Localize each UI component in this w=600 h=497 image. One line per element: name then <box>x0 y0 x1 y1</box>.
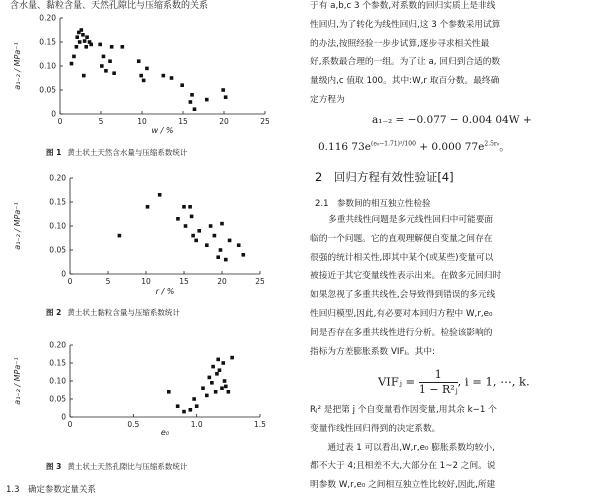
data-point <box>221 361 225 365</box>
x-tick-label: 20 <box>217 277 227 286</box>
vif-lhs: VIFⱼ = <box>378 374 416 389</box>
y-tick-label: 0.20 <box>49 173 66 183</box>
text-line: 间是否存在多重共线性进行分析。检验该影响的 <box>310 327 493 338</box>
data-point <box>223 379 227 383</box>
figure-1-label: 图 1 <box>46 148 62 157</box>
data-point <box>190 215 194 219</box>
data-point <box>184 224 188 228</box>
y-tick-label: 0.05 <box>49 394 66 404</box>
data-point <box>110 45 114 49</box>
y-tick-label: 0.15 <box>49 197 66 207</box>
x-axis-label: r / % <box>155 287 175 296</box>
text-line: 变量作线性回归得到的决定系数。 <box>310 423 441 434</box>
data-point <box>214 390 218 394</box>
data-point <box>72 55 76 59</box>
x-axis-label: w / % <box>151 126 174 135</box>
text-line: 好,系数最合理的一组。为了让 a, 回归到合适的数 <box>310 57 501 68</box>
data-point <box>170 76 174 80</box>
text-line: 通过表 1 可以看出,W,r,e₀ 膨胀系数均较小, <box>310 442 495 453</box>
data-point <box>189 100 193 104</box>
data-point <box>219 248 223 252</box>
section-heading-1-3: 1.3 确定参数定量关系 <box>6 485 97 495</box>
regression-equation-line-1: a₁₋₂ = −0.077 − 0.004 04W + <box>372 114 532 126</box>
equation-end: 。 <box>499 141 510 153</box>
x-tick-label: 15 <box>178 117 188 126</box>
text-line: 指标为方差膨胀系数 VIFⱼ。其中: <box>310 346 435 357</box>
section-heading-2: 2 回归方程有效性验证[4] <box>315 170 454 184</box>
y-tick-label: 0.15 <box>49 358 66 368</box>
data-point <box>221 88 225 92</box>
text-line: 多重共线性问题是多元线性回归中可能要面 <box>328 215 494 225</box>
y-axis-label: a₁₋₂ / MPa⁻¹ <box>13 42 22 90</box>
data-point <box>70 62 74 66</box>
y-axis-label: a₁₋₂ / MPa⁻¹ <box>13 202 22 250</box>
data-point <box>112 71 116 75</box>
y-tick-label: 0.20 <box>49 340 66 350</box>
data-point <box>213 234 217 238</box>
data-point <box>220 386 224 390</box>
y-tick-label: 0.10 <box>49 221 66 231</box>
y-tick-label: 0.10 <box>39 61 56 71</box>
data-point <box>167 390 171 394</box>
y-tick-label: 0.15 <box>39 37 56 47</box>
data-point <box>104 69 108 73</box>
data-point <box>194 239 198 243</box>
data-point <box>201 386 205 390</box>
text-line: 临的一个问题。它的直观理解便自变量之间存在 <box>310 233 493 244</box>
figure-1-chart <box>8 12 278 140</box>
data-point <box>145 67 149 71</box>
text-line: 被接近于其它变量线性表示出来。在做多元回归时 <box>310 271 502 282</box>
data-point <box>83 39 87 43</box>
figure-3-label: 图 3 <box>46 462 62 471</box>
data-point <box>146 205 150 209</box>
data-point <box>180 83 184 87</box>
x-tick-label: 20 <box>219 117 229 126</box>
y-tick-label: 0.10 <box>49 376 66 386</box>
x-tick-label: 15 <box>179 277 189 286</box>
y-tick-label: 0 <box>61 269 66 279</box>
text-line: 定方程为 <box>310 94 345 105</box>
figure-2-chart <box>8 170 278 302</box>
x-tick-label: 0.5 <box>127 420 140 429</box>
equation-exponent-1: (e₀−1.71)² <box>370 140 403 148</box>
figure-2-caption <box>46 307 180 318</box>
x-tick-label: 5 <box>105 277 111 286</box>
data-point <box>182 410 186 414</box>
y-tick-label: 0.05 <box>49 245 66 255</box>
data-point <box>118 234 122 238</box>
data-point <box>78 40 82 44</box>
data-point <box>102 55 106 59</box>
data-point <box>80 28 84 32</box>
data-point <box>188 205 192 209</box>
x-axis-label: e₀ <box>160 428 170 437</box>
data-point <box>224 258 228 262</box>
figure-3-caption-text: 黄土状土天然孔隙比与压缩系数统计 <box>67 462 188 471</box>
x-tick-label: 1.5 <box>254 420 266 429</box>
equation-term-2: + 0.000 77e <box>419 141 485 153</box>
data-point <box>216 358 220 362</box>
text-line: 明参数 W,r,e₀ 之间相互独立性比较好,因此,所建 <box>310 480 496 491</box>
text-line: 性回归模型,因此,有必要对本回归方程中 W,r,e₀ <box>310 308 493 319</box>
y-axis-label: a₁₋₂ / MPa⁻¹ <box>13 357 22 405</box>
data-point <box>158 193 162 197</box>
data-point <box>230 356 234 360</box>
data-point <box>208 376 212 380</box>
data-point <box>193 107 197 111</box>
data-point <box>162 74 166 78</box>
data-point <box>218 368 222 372</box>
data-point <box>220 222 224 226</box>
data-point <box>176 217 180 221</box>
data-point <box>228 239 232 243</box>
x-tick-label: 1.0 <box>190 420 203 429</box>
data-point <box>189 408 193 412</box>
x-tick-label: 10 <box>137 117 147 126</box>
data-point <box>210 381 214 385</box>
paragraph-multicollinearity <box>310 211 501 361</box>
equation-term-1: 0.116 73e <box>318 141 371 153</box>
data-point <box>85 35 89 39</box>
data-point <box>100 64 104 68</box>
y-tick-label: 0.05 <box>39 85 56 95</box>
x-tick-label: 0 <box>67 277 73 286</box>
data-point <box>224 95 228 99</box>
figure-1-caption-text: 黄土状土天然含水量与压缩系数统计 <box>67 148 188 157</box>
text-line: 如果忽视了多重共线性,会导致得到错误的多元线 <box>310 290 496 301</box>
y-tick-label: 0 <box>61 412 66 422</box>
vif-denominator: 1 − R²ⱼ <box>418 383 458 396</box>
data-point <box>209 224 213 228</box>
x-tick-label: 0 <box>67 420 73 429</box>
data-point <box>75 35 79 39</box>
data-point <box>81 33 85 37</box>
vif-rest: , i = 1, ⋯, k. <box>457 374 530 389</box>
data-point <box>191 234 195 238</box>
data-point <box>216 255 220 259</box>
left-top-text: 含水量、黏粒含量、天然孔隙比与压缩系数的关系 <box>10 1 209 11</box>
data-point <box>142 79 146 83</box>
data-point <box>197 229 201 233</box>
vif-fraction <box>419 368 458 397</box>
text-line: 量级内,c 值取 100。其中:W,r 取百分数。最终确 <box>310 76 500 87</box>
data-point <box>241 253 245 257</box>
section-heading-2-1: 2.1 参数间的相互独立性检验 <box>315 199 431 209</box>
y-tick-label: 0.20 <box>39 13 56 23</box>
figure-3-caption <box>46 461 187 472</box>
x-tick-label: 25 <box>260 117 270 126</box>
data-point <box>121 45 125 49</box>
data-point <box>237 243 241 247</box>
vif-equation <box>378 368 530 397</box>
data-point <box>192 397 196 401</box>
data-point <box>227 390 231 394</box>
data-point <box>224 385 228 389</box>
data-point <box>195 404 199 408</box>
data-point <box>190 93 194 97</box>
regression-equation-line-2: 0.116 $73e^{(e_0-1.71)^2/100} + 0.000$ $77e^{2.5r_0}$。 <box>318 140 510 153</box>
data-point <box>176 404 180 408</box>
equation-exponent-1-den: 100 <box>404 140 416 148</box>
text-line: 很强的统计相关性,即其中某个(或某些)变量可以 <box>310 252 494 263</box>
text-line: Rⱼ² 是把第 j 个自变量看作因变量,用其余 k−1 个 <box>310 405 497 415</box>
data-point <box>75 45 79 49</box>
data-point <box>108 59 112 63</box>
data-point <box>182 205 186 209</box>
vif-numerator: 1 <box>419 368 458 383</box>
text-line: 于有 a,b,c 3 个参数,对系数的回归实质上是非线 <box>310 1 496 11</box>
data-point <box>211 365 215 369</box>
data-point <box>205 243 209 247</box>
x-tick-label: 0 <box>57 117 63 126</box>
text-line: 性回归,为了转化为线性回归,这 3 个参数采用试算 <box>310 19 501 30</box>
text-line: 都不大于 4;且相差不大,大部分在 1~2 之间。说 <box>310 461 496 472</box>
figure-1-caption <box>46 147 187 158</box>
data-point <box>205 98 209 102</box>
data-point <box>98 43 102 47</box>
figure-2-label: 图 2 <box>46 308 62 317</box>
paragraph-intro <box>310 0 500 110</box>
x-tick-label: 25 <box>255 277 265 286</box>
data-point <box>89 43 93 47</box>
data-point <box>137 59 141 63</box>
x-tick-label: 10 <box>141 277 151 286</box>
figure-3-chart <box>8 340 278 444</box>
data-point <box>215 372 219 376</box>
paragraph-vif-results <box>310 401 497 495</box>
x-tick-label: 5 <box>98 117 104 126</box>
text-line: 的办法,按照经验一步步试算,逐步寻求相关性最 <box>310 38 490 49</box>
data-point <box>205 394 209 398</box>
equation-exponent-2: 2.5r₀ <box>484 140 500 148</box>
figure-2-caption-text: 黄土状土黏粒含量与压缩系数统计 <box>67 308 180 317</box>
y-tick-label: 0 <box>51 109 56 119</box>
data-point <box>139 74 143 78</box>
data-point <box>82 74 86 78</box>
data-point <box>84 45 88 49</box>
